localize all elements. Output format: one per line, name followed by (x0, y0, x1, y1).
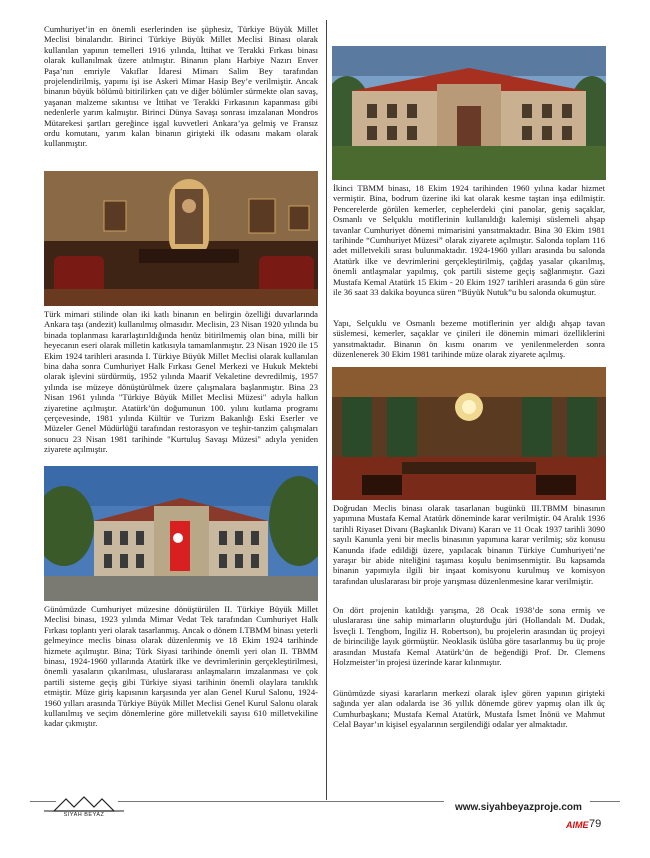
article-paragraph-7: On dört projenin katıldığı yarışma, 28 Ocak 1938’de sona ermiş ve uluslararası üne sahip mimarların oluşturduğu jüri (Hollandalı M. Dudak, İsveçli I. Tengbom, İngiliz H. Robertson), bu projelerin arasından üç projeyi de birinciliğe layık görmüştür. Neoklasik üslûba göre tasarlanmış bu üç proje arasından Mustafa Kemal Atatürk’ün de beğendiği Prof. Dr. Clemens Holzmeister’in projesi üzerinde karar kılınmıştır. (333, 605, 605, 668)
footer-url-link[interactable]: www.siyahbeyazproje.com (455, 802, 582, 813)
article-paragraph-6: Doğrudan Meclis binası olarak tasarlanan bugünkü III.TBMM binasının yapımına Mustafa Kemal Atatürk döneminde karar verilmiştir. 04 Aralık 1936 tarihli Riyaset Divanı (Başkanlık Divanı) Kararı ve 11 Ocak 1937 tarihli 3090 sayılı Kanunla yeni bir meclis binasının yapımına karar verilmiş; söz konusu Kanunda ifade edildiği üzere, yapılacak binanın Türkiye Cumhuriyeti’ne yaraşır bir abide niteliğini taşıması koşulu benimsenmiştir. Bu kapsamda binanın yapımıyla ilgili bir inşaat komisyonu kurulmuş ve komisyon tarafından uluslararası bir proje yarışması düzenlenmesine karar verilmiştir. (333, 503, 605, 586)
museum-office-photo (44, 171, 318, 306)
column-divider (326, 20, 327, 800)
article-paragraph-8: Günümüzde siyasi kararların merkezi olarak işlev gören yapının girişteki sağında yer alan odalarda ise 36 yıllık dönemde görev yapmış olan ilk üç Cumhurbaşkanı; Mustafa Kemal Atatürk, Mustafa İsmet İnönü ve Mahmut Celal Bayar’ın kişisel eşyalarının sergilendiği odalar yer almaktadır. (333, 688, 605, 730)
first-assembly-building-photo (44, 466, 318, 601)
article-paragraph-4: İkinci TBMM binası, 18 Ekim 1924 tarihinden 1960 yılına kadar hizmet vermiştir. Bina, bodrum üzerine iki kat olarak kesme taştan inşa edilmiştir. Pencerelerde görülen kemerler, cephelerdeki çini panolar, geniş saçaklar, Osmanlı ve Selçuklu motiflerinin kullanıldığı kalemişi süslemeli ahşap tavanlar Cumhuriyet dönemi mimarisini yansıtmaktadır. Bina 30 Ekim 1981 tarihinde “Cumhuriyet Müzesi” olarak ziyarete açılmıştır. Salonda toplam 116 adet milletvekili sırası bulunmaktadır. 1924-1960 yılları arasında bu salonda Atatürk ilke ve devrimlerini gerçekleştirilmiş, çağdaş yasalar çıkarılmış, önemli antlaşmalar yapılmış, çok partili sisteme geçiş sağlanmıştır. Gazi Mustafa Kemal Atatürk 15 Ekim - 20 Ekim 1927 tarihleri arasında 6 gün süre ile 36 saat 33 dakika boyunca süren “Büyük Nutuk”u bu salonda okumuştur. (333, 183, 605, 298)
article-paragraph-3: Günümüzde Cumhuriyet müzesine dönüştürülen II. Türkiye Büyük Millet Meclisi binası, 1923 yılında Mimar Vedat Tek tarafından Cumhuriyet Halk Fırkası toplantı yeri olarak tasarlanmış. Ancak o dönem I.TBMM binası yeterli gelmeyince meclis binası olarak düzenlenmiş ve 18 Ekim 1924 tarihinde hizmete açılmıştır. Bina; Türk Siyasi tarihinde önemli yeri olan II. TBMM binası, 1924-1960 yıllarında Atatürk ilke ve devrimlerinin gerçekleştirilmesi, önemli yasaların çıkarılması, uluslararası anlaşmaların imzalanması ve çok partili sisteme geçiş gibi Türkiye siyasi tarihinin önemli olaylara tanıklık etmiştir. Müze giriş kapısının karşısında yer alan Genel Kurul Salonu, 1924-1960 yılları arasında Türkiye Büyük Millet Meclisi Genel Kurul Salonu olarak kullanılmış ve seçim dönemlerine göre milletvekili sayısı 610 milletvekiline kadar çıkmıştır. (44, 604, 318, 729)
footer-logo-text: SİYAH BEYAZ (63, 812, 105, 818)
footer-rule-right (590, 801, 620, 802)
article-paragraph-2: Türk mimari stilinde olan iki katlı binanın en belirgin özelliği duvarlarında Ankara taşı (andezit) kullanılmış olmasıdır. Meclisin, 23 Nisan 1920 yılında bu binada toplanması kararlaştırıldığında henüz bitirilmemiş olan bina, milli bir heyecanın eseri olarak milletin katkısıyla tamamlanmıştır. 23 Nisan 1920 ile 15 Ekim 1924 tarihleri arasında I. Türkiye Büyük Millet Meclisi olarak kullanılan bina daha sonra Cumhuriyet Halk Fırkası Genel Merkezi ve Hukuk Mektebi olarak işlevini sürdürmüş, 1952 yılında Maarif Vekaletine devredilmiş, 1957 yılında ise müzeye dönüştürülmek üzere çalışmalara başlanmıştır. Bina 23 Nisan 1961 yılında "Türkiye Büyük Millet Meclisi Müzesi" adıyla halkın ziyaretine açılmıştır. Atatürk’ün doğumunun 100. yılını kutlama programı çerçevesinde, 1981 yılında Kültür ve Turizm Bakanlığı Eski Eserler ve Müzeler Genel Müdürlüğü tarafından restorasyon ve teşhir-tanzim çalışmaları sonucu 23 Nisan 1981 tarihinde "Kurtuluş Savaşı Müzesi" adıyla yeniden ziyarete açılmıştır. (44, 309, 318, 455)
footer-rule-middle (118, 801, 444, 802)
article-paragraph-1: Cumhuriyet’in en önemli eserlerinden ise şüphesiz, Türkiye Büyük Millet Meclisi binalarıdır. Birinci Türkiye Büyük Millet Meclisi Binası olarak kullanılan yapının temelleri 1916 yılında, İttihat ve Terakki Fırkası binası olarak kullanılmak üzere atılmıştır. Binanın planı Harbiye Nazırı Enver Paşa’nın emriyle Vakıflar İdaresi Mimarı Salim Bey tarafından projelendirilmiş, yapımı işi ise Askeri Mimar Hasip Bey’e verilmiştir. Ancak binanın büyük bölümü bitirilirken çatı ve diğer bölümler sürmekte olan savaş, yaşanan malzeme sıkıntısı ve İttihat ve Terakki Fırkasının kapanması gibi nedenlerle yarım kalmıştır. Birinci Dünya Savaşı sonrası imzalanan Mondros Mütarekesi şartları gereğince işgal kuvvetleri Ankara’ya gelmiş ve Fransız ordu komutanı, yarım kalan binanın girişteki ilk odasını makam olarak kullanmıştır. (44, 24, 318, 149)
footer-brand-mark: AIME (566, 820, 589, 830)
page-number: 79 (589, 818, 602, 830)
second-assembly-building-photo (332, 46, 606, 180)
siyah-beyaz-logo-icon (44, 795, 124, 823)
article-paragraph-5: Yapı, Selçuklu ve Osmanlı bezeme motiflerinin yer aldığı ahşap tavan süslemesi, kemerler, saçaklar ve çinileri ile dönemin mimari özelliklerini yansıtmaktadır. Binanın ön kısmı onarım ve yenilenmelerden sonra düzenlenerek 30 Ekim 1981 tarihinde müze olarak ziyarete açılmış. (333, 318, 605, 360)
assembly-hall-photo (332, 367, 606, 500)
